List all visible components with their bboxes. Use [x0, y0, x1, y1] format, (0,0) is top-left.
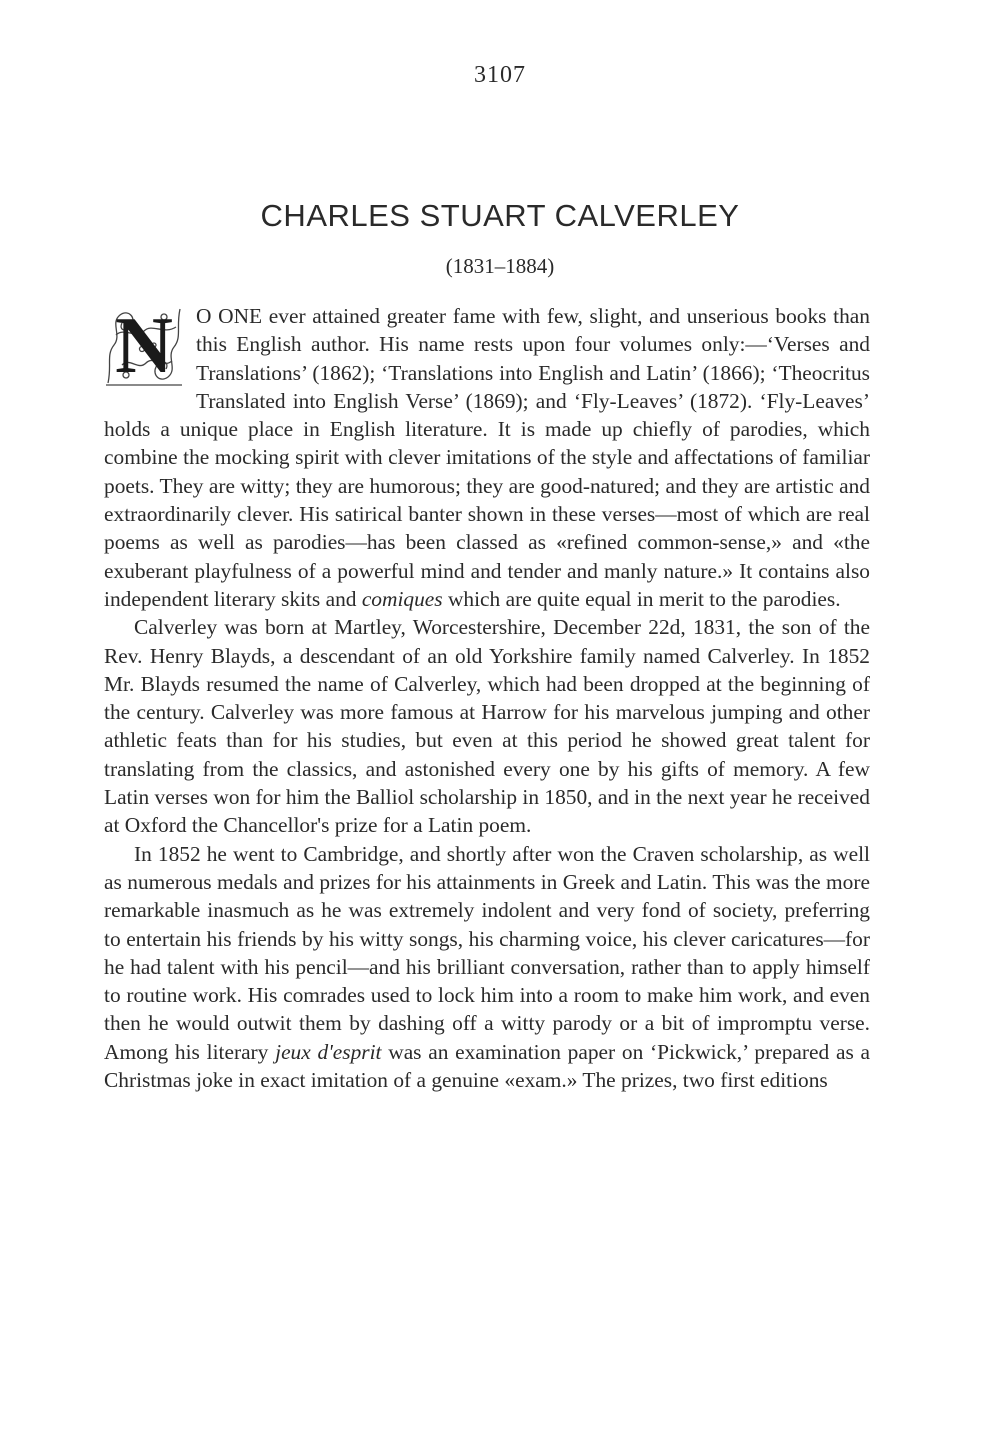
paragraph-3-end: was an examination paper on ‘Pickwick,’ prepared as a Christmas joke in exact imitation of a genuine «exam.» The prizes, two first editions	[104, 1039, 871, 1093]
page-title: CHARLES STUART CALVERLEY	[260, 198, 740, 233]
life-dates: (1831–1884)	[445, 254, 555, 278]
paragraph-1	[104, 302, 870, 613]
paragraph-3	[104, 840, 870, 1095]
page-number: 3107	[474, 62, 526, 88]
paragraph-1-end: which are quite equal in merit to the parodies.	[442, 586, 841, 611]
italic-term: jeux d'esprit	[275, 1039, 382, 1064]
drop-cap-letter: N	[115, 302, 173, 390]
paragraph-3-text: In 1852 he went to Cambridge, and shortly after won the Craven scholarship, as well as numerous medals and prizes for his attainments in Greek and Latin. This was the more remarkable inasmuch as he was extremely indolent and very fond of society, preferring to entertain his friends by his witty songs, his charming voice, his clever caricatures—for he had talent with his pencil—and his brilliant conversation, rather than to apply himself to routine work. His comrades used to lock him into a room to make him work, and even then he would outwit them by dashing off a witty parody or a bit of impromptu verse. Among his literary	[104, 841, 870, 1064]
article-body	[104, 302, 870, 1094]
lead-in: O ONE	[196, 304, 263, 328]
paragraph-1-text: ever attained greater fame with few, slight, and unserious books than this English author. His name rests upon four volumes only:—‘Verses and Translations’ (1862); ‘Translations into English and Latin’ (1866); ‘Theocritus Translated into English Verse’ (1869); and ‘Fly-Leaves’ (1872). ‘Fly-Leaves’ holds a unique place in English literature. It is made up chiefly of parodies, which combine the mocking spirit with clever imitations of the style and affectations of familiar poets. They are witty; they are humorous; they are good-natured; and they are artistic and extraordinarily clever. His satirical banter shown in these verses—most of which are real poems as well as parodies—has been classed as «refined common-sense,» and «the exuberant playfulness of a powerful mind and tender and manly nature.» It contains also independent literary skits and	[104, 304, 870, 611]
paragraph-2: Calverley was born at Martley, Worcestershire, December 22d, 1831, the son of the Rev. Henry Blayds, a descendant of an old Yorkshire family named Calverley. In 1852 Mr. Blayds resumed the name of Calverley, which had been dropped at the beginning of the century. Calverley was more famous at Harrow for his marvelous jumping and other athletic feats than for his studies, but even at this period he showed great talent for translating from the classics, and astonished every one by his gifts of memory. A few Latin verses won for him the Balliol scholarship in 1850, and in the next year he received at Oxford the Chancellor's prize for a Latin poem.	[104, 615, 870, 838]
italic-term: comiques	[361, 586, 443, 611]
drop-cap-ornament	[102, 302, 186, 390]
